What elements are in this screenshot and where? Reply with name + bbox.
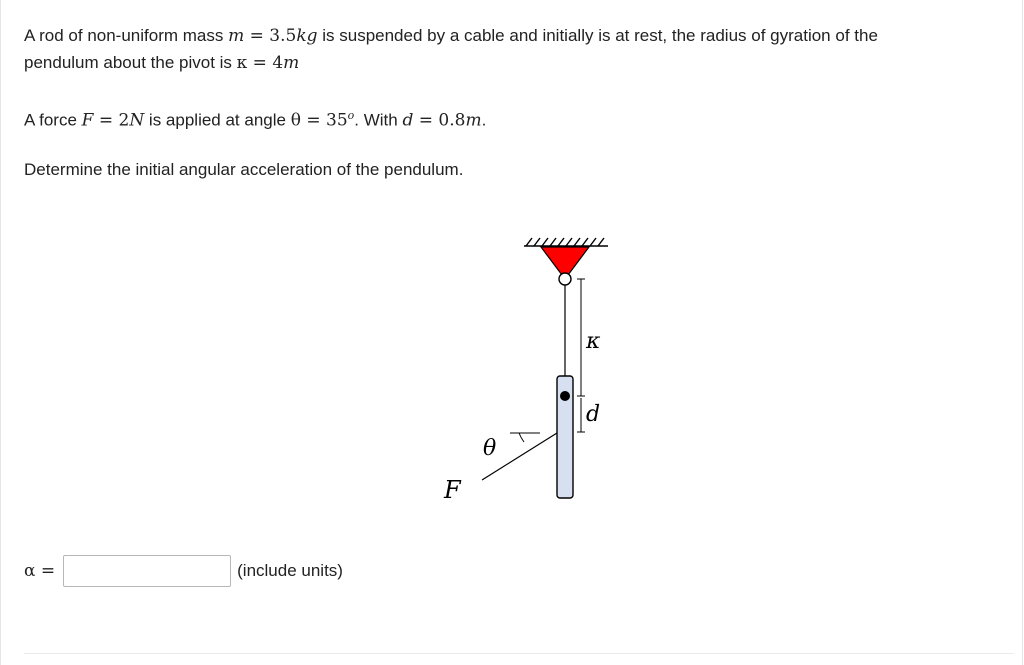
problem-line-3 [24,103,486,134]
problem-text: is suspended by a cable and initially is at rest, the radius of gyration of the [317,26,878,45]
hatch-mark [582,238,588,246]
problem-text: . With [354,110,403,130]
math-degree-superscript: o [347,109,355,122]
ceiling-hatch [524,238,608,246]
problem-text: pendulum about the pivot is [24,53,237,72]
hatch-mark [558,238,564,246]
problem-text: is applied at angle [144,110,291,130]
alpha-answer-input[interactable] [63,555,231,587]
pivot-pin [559,273,571,285]
math-mass-symbol: m [228,26,245,46]
hatch-mark [526,238,532,246]
problem-line-2 [24,50,299,76]
math-equals: = [413,110,439,131]
theta-arc [519,433,524,442]
math-kappa-unit: m [283,53,300,73]
bottom-divider [24,653,1014,654]
kappa-dimension [577,279,585,396]
d-dimension [577,398,585,432]
hatch-mark [534,238,540,246]
hatch-mark [598,238,604,246]
math-mass-unit: kg [296,26,318,46]
hatch-mark [542,238,548,246]
math-equals: = [247,53,273,73]
math-theta-symbol: θ [290,110,301,131]
hatch-mark [550,238,556,246]
math-force-unit: N [129,110,145,131]
force-label: F [444,476,461,504]
math-kappa-value: 4 [272,53,284,73]
center-of-mass-dot [560,391,570,401]
math-d-unit: m [465,110,482,131]
math-d-value: 0.8 [438,110,466,131]
problem-text: . [481,110,487,130]
units-hint: (include units) [237,561,343,580]
hatch-mark [566,238,572,246]
d-label: d [586,402,601,427]
math-mass-value: 3.5 [269,26,297,46]
theta-label: θ [483,436,497,461]
problem-line-4: Determine the initial angular acceleration of the pendulum. [24,160,464,179]
answer-row [24,555,343,587]
problem-text: A rod of non-uniform mass [24,26,229,45]
math-equals: = [300,110,327,131]
math-force-symbol: F [81,110,94,131]
math-theta-value: 35 [326,110,348,131]
hatch-mark [574,238,580,246]
alpha-label: α = [24,561,56,581]
math-kappa-symbol: κ [236,53,248,73]
pendulum-diagram [420,228,630,513]
hatch-mark [590,238,596,246]
kappa-label: κ [586,329,601,354]
math-d-symbol: d [402,110,414,131]
math-force-value: 2 [118,110,130,131]
math-equals: = [244,26,270,46]
problem-line-1 [24,23,878,49]
math-equals: = [93,110,119,131]
problem-text: A force [24,110,82,130]
